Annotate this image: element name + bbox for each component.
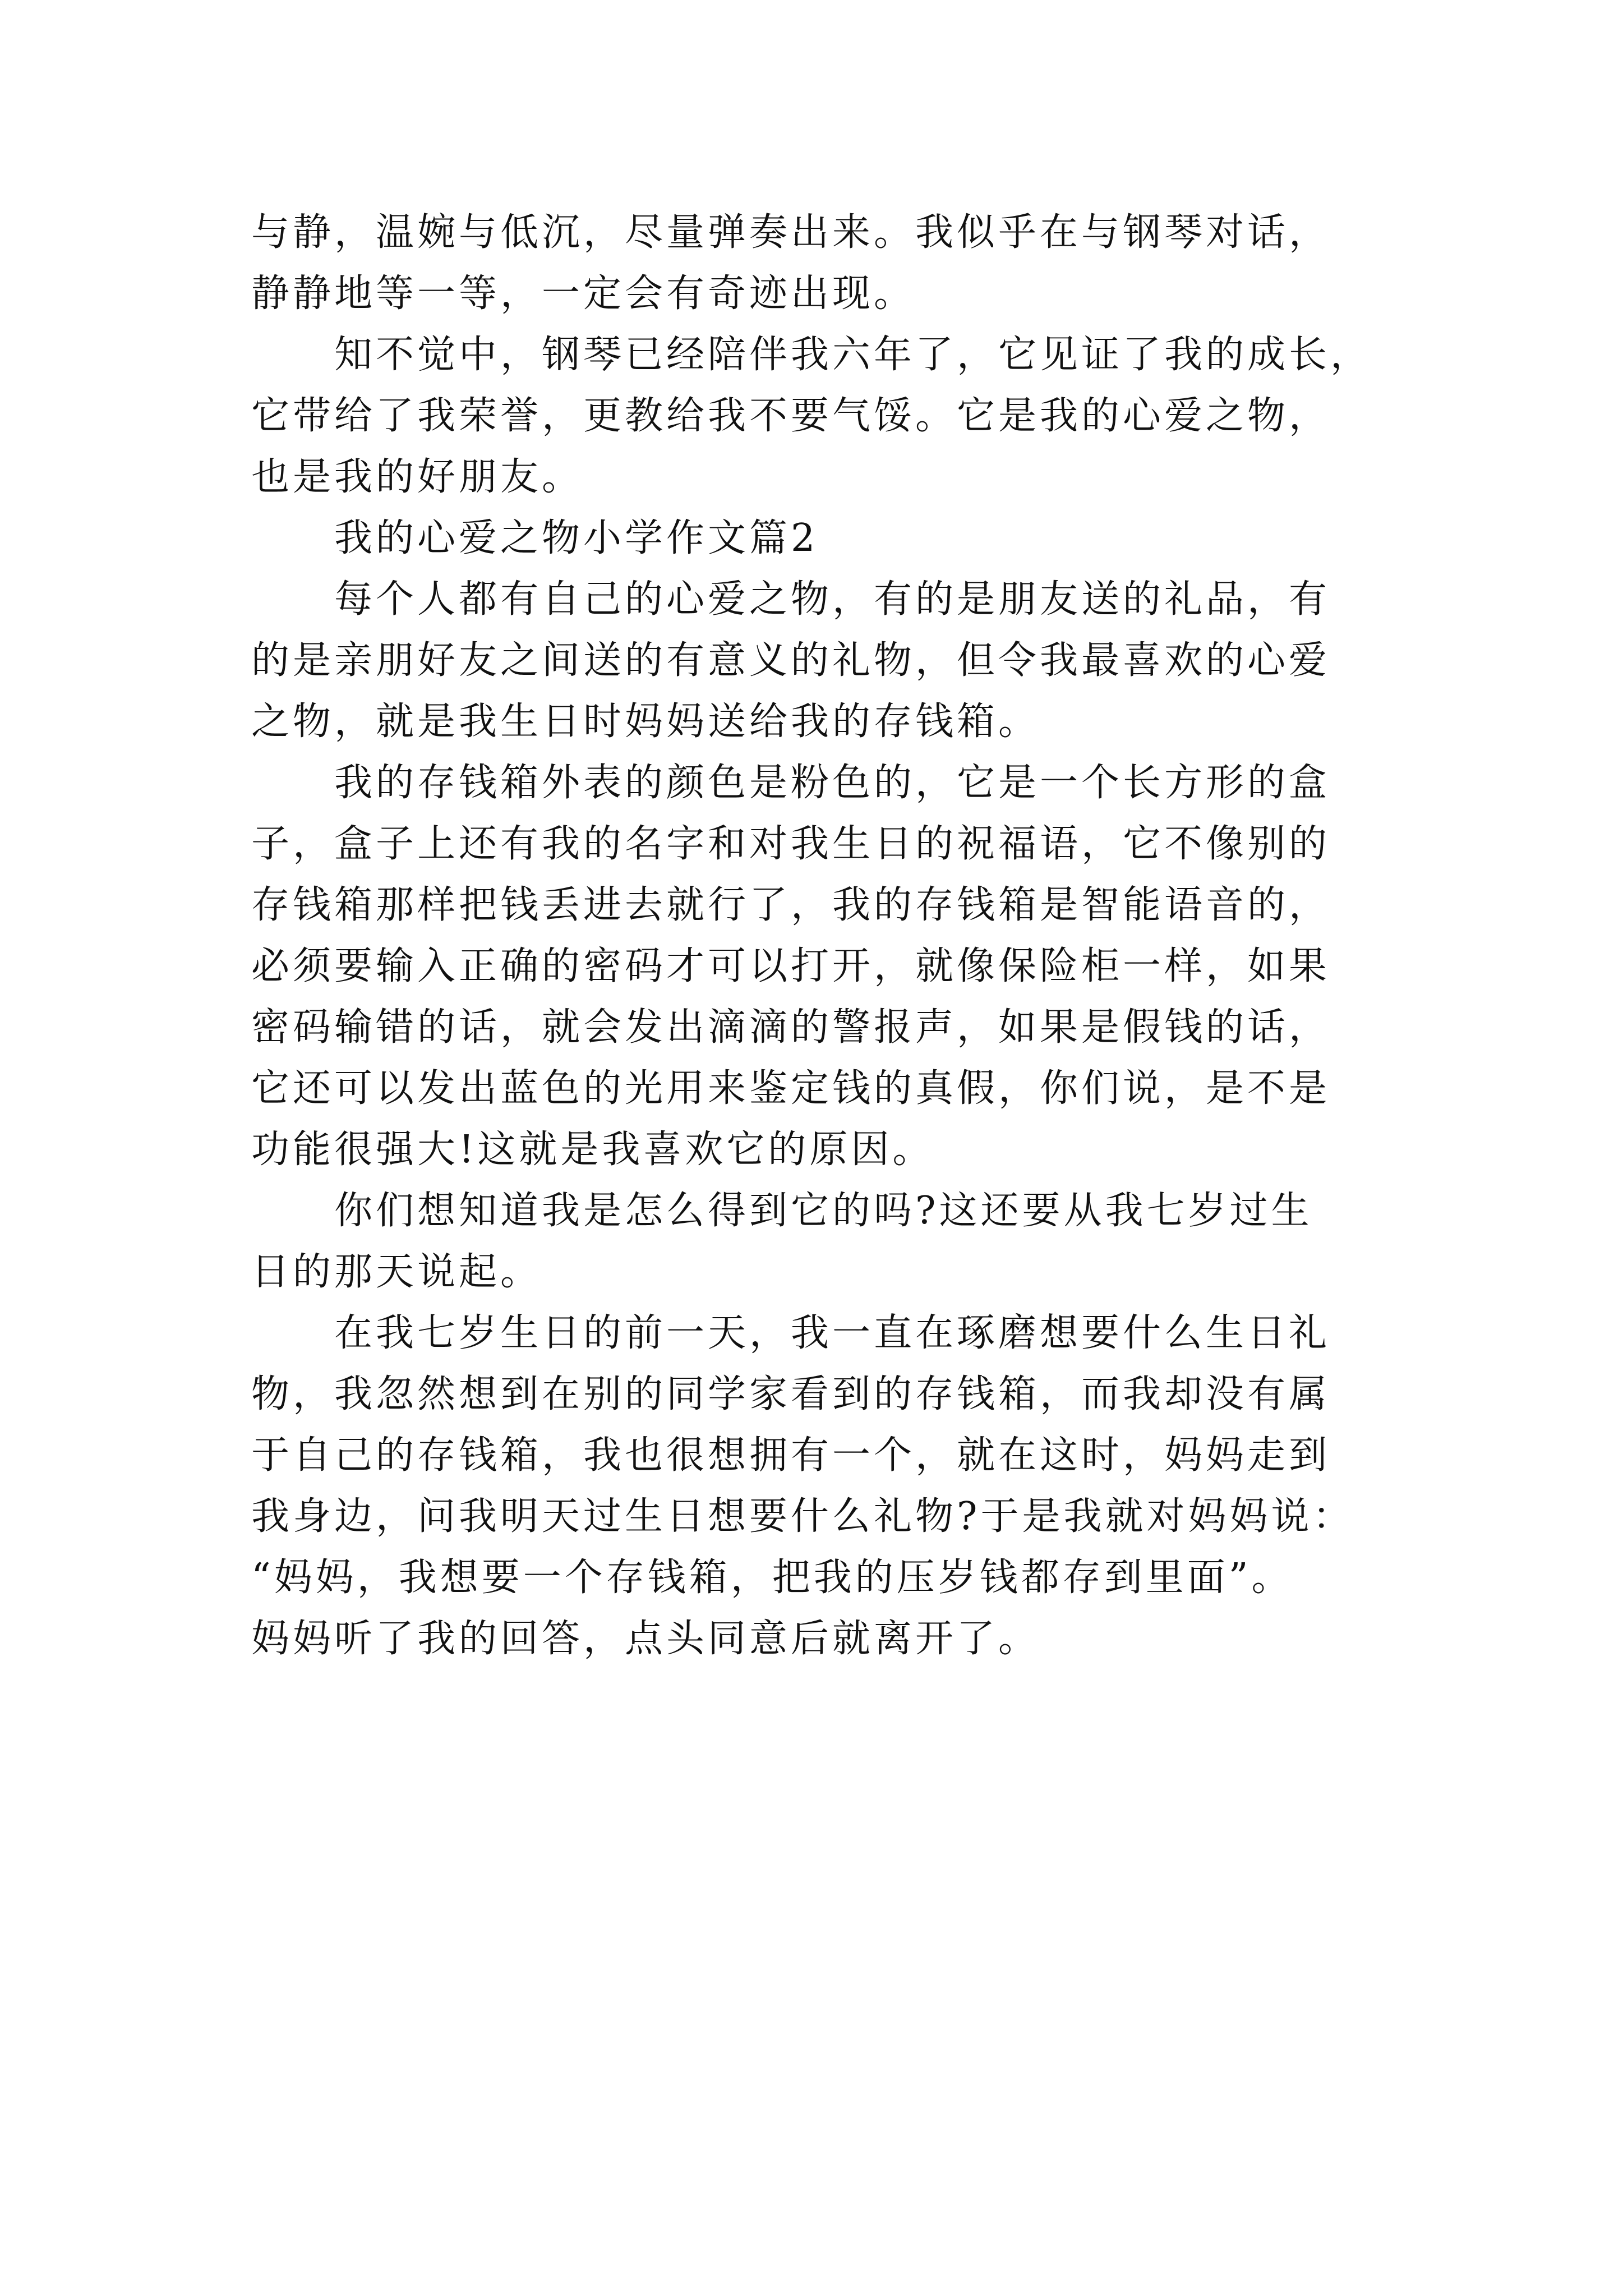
text-line: 之物，就是我生日时妈妈送给我的存钱箱。 [251,700,1040,744]
text-line: 子，盒子上还有我的名字和对我生日的祝福语，它不像别的 [251,822,1331,866]
text-line: 与静，温婉与低沉，尽量弹奏出来。我似乎在与钢琴对话， [251,210,1331,255]
text-line: 功能很强大!这就是我喜欢它的原因。 [251,1128,934,1172]
text-line: 也是我的好朋友。 [251,455,584,499]
text-line: 物，我忽然想到在别的同学家看到的存钱箱，而我却没有属 [251,1372,1331,1416]
text-line: 在我七岁生日的前一天，我一直在琢磨想要什么生日礼 [334,1311,1331,1355]
text-line: 妈妈听了我的回答，点头同意后就离开了。 [251,1617,1040,1661]
text-line: 知不觉中，钢琴已经陪伴我六年了，它见证了我的成长， [334,333,1372,377]
document-body [251,202,1429,1669]
text-line: 密码输错的话，就会发出滴滴的警报声，如果是假钱的话， [251,1005,1331,1050]
text-line: 它带给了我荣誉，更教给我不要气馁。它是我的心爱之物， [251,394,1331,438]
text-line: 于自己的存钱箱，我也很想拥有一个，就在这时，妈妈走到 [251,1433,1331,1478]
text-line: 日的那天说起。 [251,1250,542,1294]
section-heading: 我的心爱之物小学作文篇2 [334,516,819,560]
text-line: 你们想知道我是怎么得到它的吗?这还要从我七岁过生 [334,1189,1313,1233]
text-line: 静静地等一等，一定会有奇迹出现。 [251,272,916,316]
text-line: 我身边，问我明天过生日想要什么礼物?于是我就对妈妈说： [251,1494,1354,1539]
text-line: 我的存钱箱外表的颜色是粉色的，它是一个长方形的盒 [334,761,1331,805]
text-line: 的是亲朋好友之间送的有意义的礼物，但令我最喜欢的心爱 [251,638,1331,683]
text-line: 它还可以发出蓝色的光用来鉴定钱的真假，你们说，是不是 [251,1066,1331,1111]
text-line: 存钱箱那样把钱丢进去就行了，我的存钱箱是智能语音的， [251,883,1331,927]
text-line: 每个人都有自己的心爱之物，有的是朋友送的礼品，有 [334,577,1331,622]
text-line: “妈妈，我想要一个存钱箱，把我的压岁钱都存到里面”。 [251,1556,1293,1600]
text-line: 必须要输入正确的密码才可以打开，就像保险柜一样，如果 [251,944,1331,988]
